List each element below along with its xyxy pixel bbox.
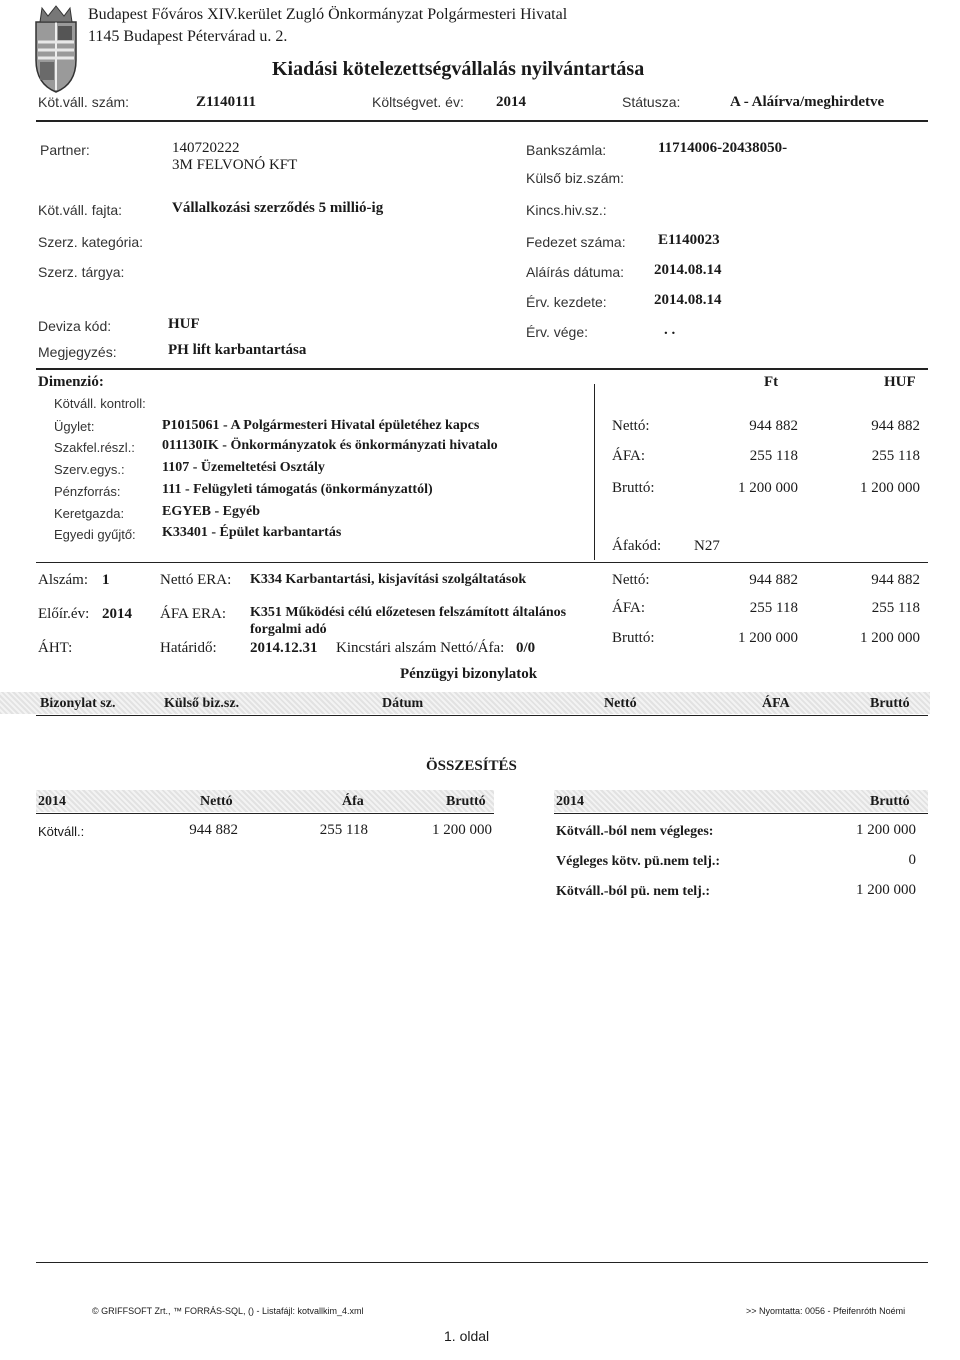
alszam-afa-ft: 255 118: [749, 600, 798, 616]
kincstari-label: Kincstári alszám Nettó/Áfa:: [336, 640, 505, 656]
col-huf-header: HUF: [884, 374, 916, 390]
alszam-afa-label: ÁFA:: [612, 600, 646, 616]
afa-era-line2: forgalmi adó: [250, 622, 327, 637]
eloir-value: 2014: [102, 606, 132, 622]
afa-era-label: ÁFA ERA:: [160, 606, 226, 622]
dim-label-keretgazda: Keretgazda:: [54, 506, 125, 521]
osszesites-right-year: 2014: [556, 794, 584, 809]
penzugyi-col-afa: ÁFA: [762, 696, 790, 711]
alszam-label: Alszám:: [38, 572, 88, 588]
osszesites-left-netto: 944 882: [189, 822, 238, 838]
dim-value-szakfel: 011130IK - Önkormányzatok és önkormányzati hivatalo: [162, 438, 498, 453]
osszesites-right-divider: [554, 813, 928, 814]
fajta-label: Köt.váll. fajta:: [38, 202, 123, 218]
alairas-label: Aláírás dátuma:: [526, 264, 625, 280]
partner-divider: [36, 368, 928, 370]
megjegyzes-label: Megjegyzés:: [38, 344, 117, 360]
dim-afa-huf: 255 118: [871, 448, 920, 464]
osszesites-left-row-label: Kötváll.:: [38, 824, 85, 839]
targya-label: Szerz. tárgya:: [38, 264, 125, 280]
org-name: Budapest Főváros XIV.kerület Zugló Önkormányzat Polgármesteri Hivatal: [88, 6, 568, 23]
erv-vege-label: Érv. vége:: [526, 324, 588, 340]
netto-era-label: Nettó ERA:: [160, 572, 232, 588]
penzugyi-col-bizonylat: Bizonylat sz.: [40, 696, 116, 711]
osszesites-left-afa: 255 118: [319, 822, 368, 838]
dim-value-egyedi: K33401 - Épület karbantartás: [162, 525, 342, 540]
osszesites-right-row-value: 1 200 000: [856, 822, 916, 838]
afakod-value: N27: [694, 538, 720, 554]
dim-brutto-label: Bruttó:: [612, 480, 655, 496]
alszam-brutto-huf: 1 200 000: [860, 630, 920, 646]
koltsegvet-ev-label: Költségvet. év:: [372, 94, 464, 110]
dimenzio-title: Dimenzió:: [38, 374, 104, 390]
header-divider: [36, 120, 928, 122]
dim-value-keretgazda: EGYEB - Egyéb: [162, 504, 261, 519]
dim-label-penzforras: Pénzforrás:: [54, 484, 121, 499]
page-title: Kiadási kötelezettségvállalás nyilvántartása: [272, 58, 645, 80]
coat-of-arms-logo: [28, 2, 84, 94]
fedezet-value: E1140023: [658, 232, 720, 248]
kategoria-label: Szerz. kategória:: [38, 234, 144, 250]
alszam-netto-ft: 944 882: [749, 572, 798, 588]
footer-left: © GRIFFSOFT Zrt., ™ FORRÁS-SQL, () - Listafájl: kotvallkim_4.xml: [92, 1306, 364, 1316]
koltsegvet-ev-value: 2014: [496, 94, 526, 110]
alszam-netto-label: Nettó:: [612, 572, 650, 588]
dim-afa-label: ÁFA:: [612, 448, 646, 464]
penzugyi-col-brutto: Bruttó: [870, 696, 910, 711]
bankszamla-label: Bankszámla:: [526, 142, 607, 158]
dim-label-szerv: Szerv.egys.:: [54, 462, 125, 477]
footer-divider: [36, 1262, 928, 1263]
partner-label: Partner:: [40, 142, 90, 158]
alszam-netto-huf: 944 882: [871, 572, 920, 588]
deviza-value: HUF: [168, 316, 200, 332]
penzugyi-header-bar: [0, 692, 930, 714]
erv-kezdete-value: 2014.08.14: [654, 292, 722, 308]
statusz-value: A - Aláírva/meghirdetve: [730, 94, 885, 110]
hatarido-value: 2014.12.31: [250, 640, 318, 656]
penzugyi-col-netto: Nettó: [604, 696, 637, 711]
partner-name: 3M FELVONÓ KFT: [172, 157, 298, 173]
osszesites-right-row-label: Végleges kötv. pü.nem telj.:: [556, 854, 721, 869]
kincstari-value: 0/0: [516, 640, 536, 656]
deviza-label: Deviza kód:: [38, 318, 112, 334]
footer-right: >> Nyomtatta: 0056 - Pfeifenróth Noémi: [746, 1306, 906, 1316]
kulso-biz-label: Külső biz.szám:: [526, 170, 625, 186]
dim-value-penzforras: 111 - Felügyleti támogatás (önkormányzattól): [162, 482, 433, 497]
penzugyi-col-datum: Dátum: [382, 696, 424, 711]
osszesites-left-brutto: 1 200 000: [432, 822, 492, 838]
bankszamla-value: 11714006-20438050-: [658, 140, 788, 156]
dimenzio-divider: [36, 562, 928, 563]
aht-label: ÁHT:: [38, 640, 73, 656]
hatarido-label: Határidő:: [160, 640, 217, 656]
dim-label-ugylet: Ügylet:: [54, 419, 95, 434]
osszesites-title: ÖSSZESÍTÉS: [426, 758, 517, 774]
dim-value-ugylet: P1015061 - A Polgármesteri Hivatal épületéhez kapcs: [162, 418, 480, 433]
penzugyi-divider: [36, 715, 928, 716]
fedezet-label: Fedezet száma:: [526, 234, 626, 250]
kot-vall-szam-label: Köt.váll. szám:: [38, 94, 130, 110]
dim-netto-ft: 944 882: [749, 418, 798, 434]
statusz-label: Státusza:: [622, 94, 681, 110]
penzugyi-col-kulso: Külső biz.sz.: [164, 696, 240, 711]
osszesites-left-year: 2014: [38, 794, 66, 809]
osszesites-right-row-value: 0: [908, 852, 916, 868]
penzugyi-title: Pénzügyi bizonylatok: [400, 666, 538, 682]
alszam-brutto-ft: 1 200 000: [738, 630, 798, 646]
osszesites-left-col-netto: Nettó: [200, 794, 233, 809]
dimenzio-vertical-divider: [594, 384, 595, 560]
erv-vege-value: . .: [664, 322, 676, 338]
alszam-afa-huf: 255 118: [871, 600, 920, 616]
kincs-label: Kincs.hiv.sz.:: [526, 202, 607, 218]
fajta-value: Vállalkozási szerződés 5 millió-ig: [172, 200, 384, 216]
afakod-label: Áfakód:: [612, 538, 662, 554]
alszam-brutto-label: Bruttó:: [612, 630, 655, 646]
dim-label-egyedi: Egyedi gyűjtő:: [54, 527, 136, 542]
col-ft-header: Ft: [764, 374, 779, 390]
osszesites-right-row-label: Kötváll.-ból pü. nem telj.:: [556, 884, 710, 899]
osszesites-right-row-value: 1 200 000: [856, 882, 916, 898]
partner-id: 140720222: [172, 140, 240, 156]
osszesites-left-col-brutto: Bruttó: [446, 794, 486, 809]
megjegyzes-value: PH lift karbantartása: [168, 342, 307, 358]
org-address: 1145 Budapest Pétervárad u. 2.: [88, 28, 288, 45]
dim-value-szerv: 1107 - Üzemeltetési Osztály: [162, 460, 325, 475]
afa-era-line1: K351 Működési célú előzetesen felszámított általános: [250, 605, 567, 620]
netto-era-value: K334 Karbantartási, kisjavítási szolgáltatások: [250, 572, 527, 587]
alairas-value: 2014.08.14: [654, 262, 722, 278]
osszesites-left-col-afa: Áfa: [342, 794, 364, 809]
osszesites-left-divider: [36, 813, 494, 814]
dim-afa-ft: 255 118: [749, 448, 798, 464]
erv-kezdete-label: Érv. kezdete:: [526, 294, 607, 310]
dim-netto-label: Nettó:: [612, 418, 650, 434]
alszam-value: 1: [102, 572, 110, 588]
osszesites-right-row-label: Kötváll.-ból nem végleges:: [556, 824, 714, 839]
dim-netto-huf: 944 882: [871, 418, 920, 434]
osszesites-left-header-bar: [36, 790, 494, 812]
dim-brutto-huf: 1 200 000: [860, 480, 920, 496]
page-number: 1. oldal: [444, 1328, 490, 1344]
dim-label-szakfel: Szakfel.részl.:: [54, 440, 135, 455]
kot-vall-szam-value: Z1140111: [196, 94, 257, 110]
dim-label-kontroll: Kötváll. kontroll:: [54, 396, 146, 411]
eloir-label: Előír.év:: [38, 606, 90, 622]
osszesites-right-col-brutto: Bruttó: [870, 794, 910, 809]
dim-brutto-ft: 1 200 000: [738, 480, 798, 496]
